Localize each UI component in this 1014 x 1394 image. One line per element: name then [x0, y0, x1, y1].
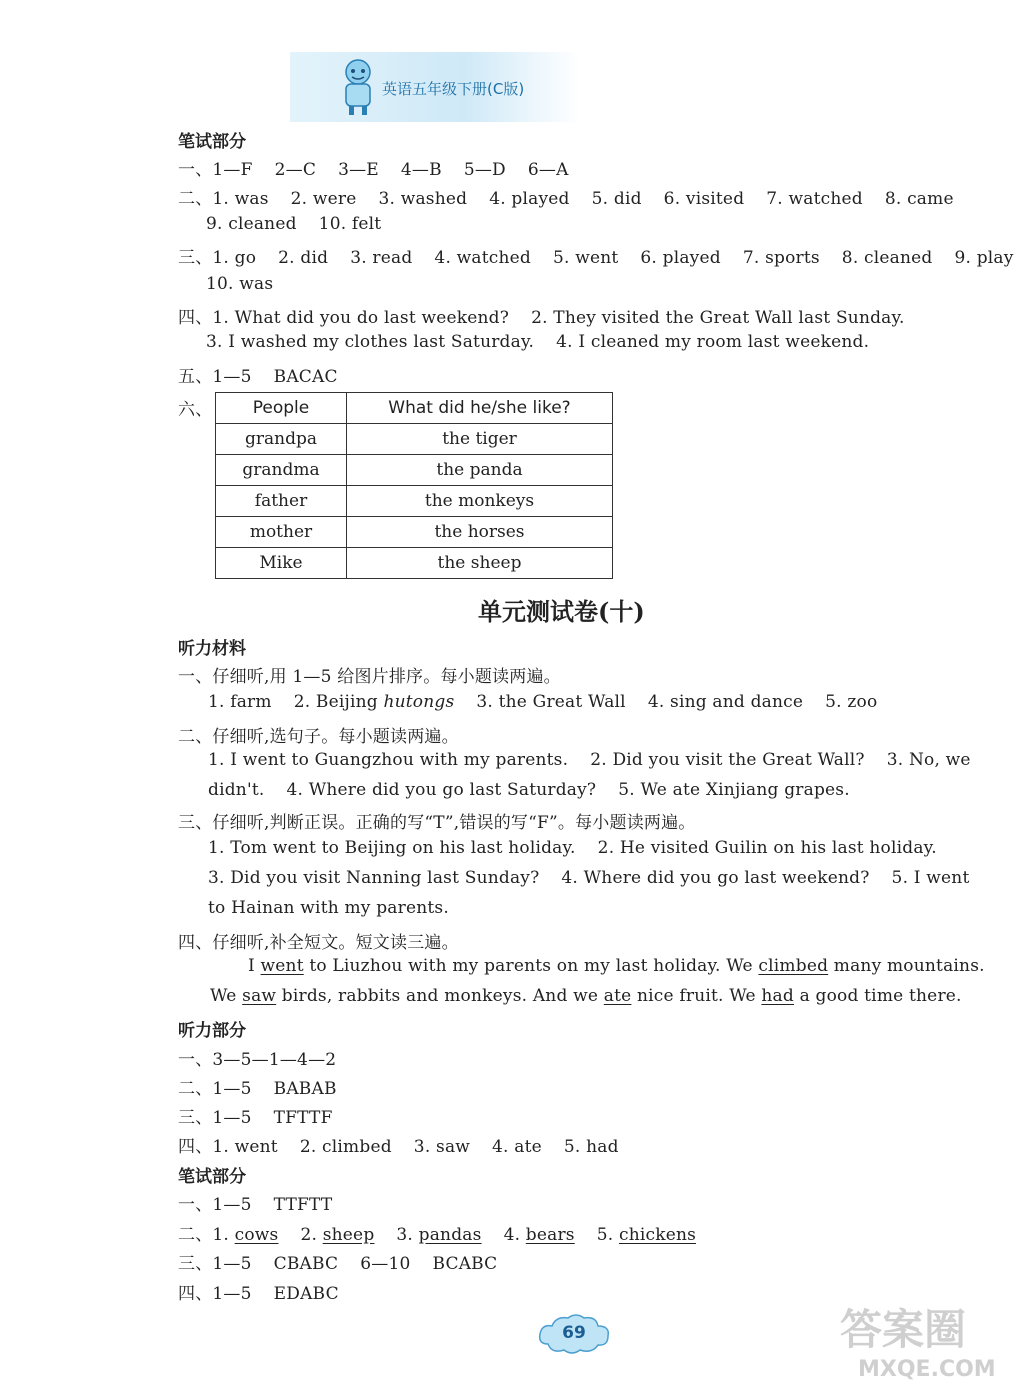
answer-range: 1—5 [212, 367, 252, 387]
table-header-row [216, 393, 613, 424]
answer-range: 1—5 [212, 1108, 252, 1128]
section-heading-written-2: 笔试部分 [178, 1167, 246, 1187]
answer-line-x1 [178, 1190, 332, 1215]
passage-text: We [210, 986, 243, 1006]
passage-text: a good time there. [793, 986, 962, 1006]
material-item: 3. Did you visit Nanning last Sunday? [208, 868, 540, 888]
question-heading-m2: 二、仔细听,选句子。每小题读两遍。 [178, 727, 459, 747]
answer-item: 1. was [212, 189, 269, 209]
section-heading-written: 笔试部分 [178, 132, 246, 152]
page-number: 69 [562, 1323, 586, 1343]
answer-item: 6. visited [663, 189, 745, 209]
answer-item: BCABC [432, 1254, 498, 1274]
answer-item: 4—B [400, 160, 442, 180]
answer-item: 3. saw [413, 1137, 471, 1157]
answer-item: 9. play [954, 248, 1014, 268]
item-prefix: 二、 [178, 189, 213, 209]
question-heading-m4: 四、仔细听,补全短文。短文读三遍。 [178, 933, 459, 953]
table-cell: mother [216, 517, 347, 548]
table-cell: Mike [216, 548, 347, 579]
answer-item: 3—E [338, 160, 379, 180]
answer-line-w4b [206, 332, 869, 352]
passage-text: nice fruit. We [631, 986, 762, 1006]
answer-line-w3 [178, 243, 1014, 268]
section-heading-material: 听力材料 [178, 639, 246, 659]
material-item: 4. Where did you go last Saturday? [286, 780, 597, 800]
material-item: 5. I went [891, 868, 970, 888]
item-prefix: 四、 [178, 308, 213, 328]
answer-number: 5. [596, 1225, 619, 1245]
table-row [216, 424, 613, 455]
material-item: 1. Tom went to Beijing on his last holiday. [208, 838, 576, 858]
answer-line-l3 [178, 1103, 333, 1128]
answer-item: 4. ate [492, 1137, 542, 1157]
answer-item: CBABC [273, 1254, 339, 1274]
table-header-cell: People [216, 393, 347, 424]
item-prefix: 五、 [178, 367, 213, 387]
table-cell: the sheep [347, 548, 613, 579]
answer-line-w1 [178, 155, 569, 180]
unit-title: 单元测试卷(十) [478, 597, 645, 626]
answer-line-x4 [178, 1279, 339, 1304]
table-header-cell: What did he/she like? [347, 393, 613, 424]
answer-line-x3 [178, 1249, 497, 1274]
answer-line-l4 [178, 1132, 619, 1157]
answer-item: 4. played [489, 189, 570, 209]
material-item: 5. zoo [825, 692, 878, 712]
passage-answer: saw [242, 986, 277, 1006]
passage-text: birds, rabbits and monkeys. And we [276, 986, 604, 1006]
answer-line-w3b [206, 274, 273, 294]
answer-item: 1. What did you do last weekend? [212, 308, 510, 328]
answer-range: 6—10 [360, 1254, 411, 1274]
table-cell: the panda [347, 455, 613, 486]
table-cell: father [216, 486, 347, 517]
table-row [216, 548, 613, 579]
answer-number: 4. [503, 1225, 526, 1245]
answer-range: 1—5 [212, 1195, 252, 1215]
page-number-badge [536, 1312, 612, 1356]
answer-line-w2b [206, 214, 381, 234]
answer-line-w4 [178, 303, 905, 328]
answer-item: BACAC [273, 367, 338, 387]
material-item: 4. sing and dance [647, 692, 804, 712]
table-row [216, 455, 613, 486]
answer-number: 1. [212, 1225, 235, 1245]
passage-answer: climbed [758, 956, 829, 976]
material-item: 2. Beijing [293, 692, 378, 712]
answer-item: 8. cleaned [841, 248, 933, 268]
answer-item: 2—C [274, 160, 317, 180]
answer-line-l1 [178, 1045, 336, 1070]
material-item: didn't. [208, 780, 265, 800]
answer-item: 1—F [212, 160, 253, 180]
answer-line-w2 [178, 184, 954, 209]
svg-text:MXQE.COM: MXQE.COM [858, 1357, 996, 1382]
answer-item: bears [525, 1225, 575, 1245]
passage-text: to Liuzhou with my parents on my last holiday. We [303, 956, 759, 976]
answer-item: 6—A [527, 160, 569, 180]
answer-table [215, 392, 613, 579]
answer-item: TFTTF [273, 1108, 333, 1128]
answer-item: sheep [322, 1225, 375, 1245]
answer-item: 2. climbed [299, 1137, 392, 1157]
answer-item: EDABC [273, 1284, 339, 1304]
item-prefix: 三、 [178, 1108, 213, 1128]
answer-item: TTFTT [273, 1195, 333, 1215]
passage-line-2 [210, 986, 962, 1006]
material-item-italic: hutongs [383, 692, 455, 712]
book-title: 英语五年级下册(C版) [382, 80, 525, 98]
item-prefix: 三、 [178, 1254, 213, 1274]
answer-item: 9. cleaned [206, 214, 297, 234]
material-item: 1. I went to Guangzhou with my parents. [208, 750, 569, 770]
answer-item: pandas [418, 1225, 482, 1245]
material-line-m2b [208, 780, 850, 800]
answer-item: 4. watched [434, 248, 531, 268]
item-prefix: 一、 [178, 160, 213, 180]
answer-item: 10. felt [318, 214, 382, 234]
answer-range: 1—5 [212, 1079, 252, 1099]
answer-item: 1. went [212, 1137, 278, 1157]
answer-item: 1. go [212, 248, 257, 268]
passage-text: I [248, 956, 261, 976]
material-item: 3. No, we [886, 750, 971, 770]
table-cell: the horses [347, 517, 613, 548]
answer-item: 5. had [563, 1137, 619, 1157]
passage-answer: ate [603, 986, 632, 1006]
table-cell: the tiger [347, 424, 613, 455]
table-cell: grandpa [216, 424, 347, 455]
answer-item: 3. read [350, 248, 413, 268]
item-prefix: 一、 [178, 1195, 213, 1215]
answer-item: 2. were [290, 189, 357, 209]
answer-number: 2. [300, 1225, 323, 1245]
answer-item: 5. went [552, 248, 619, 268]
item-prefix: 二、 [178, 1225, 213, 1245]
material-item: 2. He visited Guilin on his last holiday. [597, 838, 937, 858]
watermark-logo [812, 1296, 996, 1386]
answer-item: 3. washed [378, 189, 468, 209]
item-prefix: 六、 [178, 400, 213, 420]
answer-item: cows [234, 1225, 279, 1245]
item-prefix: 四、 [178, 1284, 213, 1304]
answer-line-l2 [178, 1074, 337, 1099]
material-line-m1 [208, 692, 877, 712]
answer-range: 1—5 [212, 1254, 252, 1274]
answer-item: 8. came [884, 189, 954, 209]
table-row [216, 486, 613, 517]
passage-answer: had [761, 986, 794, 1006]
answer-line-x2 [178, 1220, 696, 1245]
answer-line-w5 [178, 362, 338, 387]
answer-item: 3—5—1—4—2 [212, 1050, 337, 1070]
item-prefix: 一、 [178, 1050, 213, 1070]
answer-item: 5. did [591, 189, 642, 209]
question-heading-m3: 三、仔细听,判断正误。正确的写“T”,错误的写“F”。每小题读两遍。 [178, 813, 696, 833]
answer-item: 4. I cleaned my room last weekend. [556, 332, 870, 352]
passage-answer: went [260, 956, 304, 976]
table-cell: the monkeys [347, 486, 613, 517]
section-heading-listening: 听力部分 [178, 1021, 246, 1041]
question-heading-m1: 一、仔细听,用 1—5 给图片排序。每小题读两遍。 [178, 667, 561, 687]
material-item: 2. Did you visit the Great Wall? [590, 750, 865, 770]
book-header-banner [290, 52, 580, 122]
passage-text: many mountains. [828, 956, 985, 976]
answer-item: 10. was [206, 274, 274, 294]
material-item: 3. the Great Wall [476, 692, 626, 712]
answer-number: 3. [396, 1225, 419, 1245]
mascot-icon [338, 56, 378, 118]
answer-item: 6. played [640, 248, 721, 268]
passage-line-1 [248, 956, 985, 976]
material-item: 5. We ate Xinjiang grapes. [618, 780, 850, 800]
answer-item: 2. did [278, 248, 329, 268]
table-cell: grandma [216, 455, 347, 486]
answer-item: 3. I washed my clothes last Saturday. [206, 332, 535, 352]
answer-item: chickens [618, 1225, 697, 1245]
material-line-m3 [208, 838, 937, 858]
answer-item: 2. They visited the Great Wall last Sunday. [531, 308, 905, 328]
item-prefix: 四、 [178, 1137, 213, 1157]
material-line-m3c: to Hainan with my parents. [208, 898, 449, 918]
answer-item: 7. sports [742, 248, 820, 268]
answer-range: 1—5 [212, 1284, 252, 1304]
answer-item: 5—D [463, 160, 506, 180]
answer-item: 7. watched [766, 189, 863, 209]
material-item: 4. Where did you go last weekend? [561, 868, 870, 888]
item-prefix: 二、 [178, 1079, 213, 1099]
table-row [216, 517, 613, 548]
item-prefix: 三、 [178, 248, 213, 268]
svg-text:答案圈: 答案圈 [840, 1305, 967, 1354]
material-line-m2 [208, 750, 971, 770]
answer-item: BABAB [273, 1079, 337, 1099]
material-item: 1. farm [208, 692, 272, 712]
material-line-m3b [208, 868, 969, 888]
